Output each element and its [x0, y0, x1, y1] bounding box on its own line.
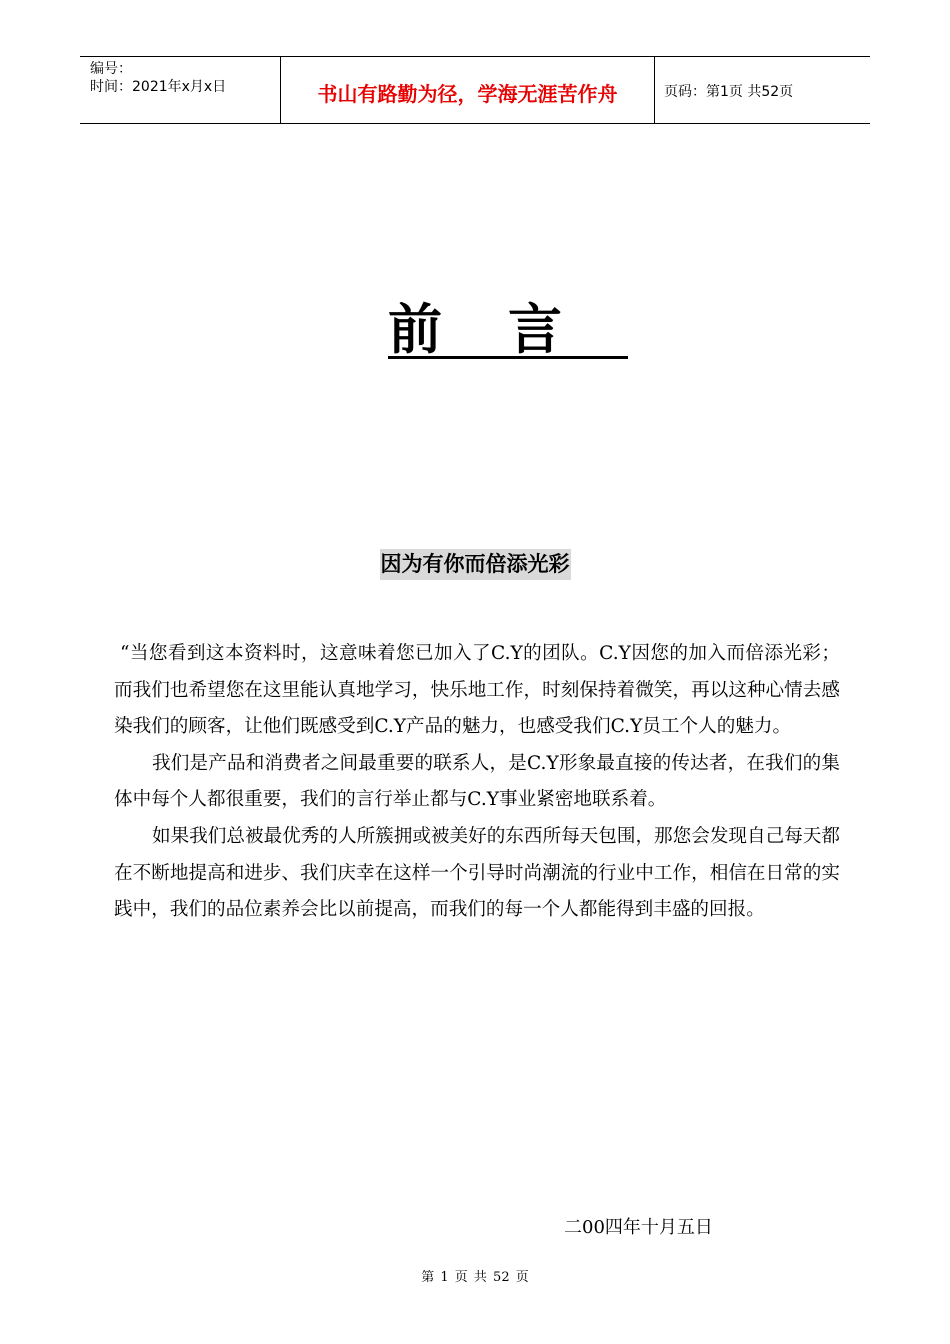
page-footer: 第 1 页 共 52 页: [421, 1270, 529, 1285]
time-label: 时间：2021年x月x日: [90, 79, 227, 95]
page-header: [80, 56, 870, 124]
serial-number-label: 编号：: [90, 61, 132, 77]
section-subtitle: 因为有你而倍添光彩: [380, 549, 571, 580]
signature-date: 二00四年十月五日: [564, 1217, 713, 1238]
paragraph-3: 如果我们总被最优秀的人所簇拥或被美好的东西所每天包围，那您会发现自己每天都在不断地提高和进步、我们庆幸在这样一个引导时尚潮流的行业中工作，相信在日常的实践中，我们的品位素养会比以前提高，而我们的每一个人都能得到丰盛的回报。: [114, 825, 840, 921]
body-text: [114, 636, 840, 929]
paragraph-1: “当您看到这本资料时，这意味着您已加入了C.Y的团队。C.Y因您的加入而倍添光彩；而我们也希望您在这里能认真地学习，快乐地工作，时刻保持着微笑，再以这种心情去感染我们的顾客，让他们既感受到C.Y产品的魅力，也感受我们C.Y员工个人的魅力。: [114, 643, 840, 738]
subtitle-block: [0, 549, 950, 580]
paragraph-2: 我们是产品和消费者之间最重要的联系人，是C.Y形象最直接的传达者，在我们的集体中每个人都很重要，我们的言行举止都与C.Y事业紧密地联系着。: [114, 752, 840, 811]
header-page-info: 页码：第1页 共52页: [664, 84, 794, 100]
page-title-block: [0, 295, 950, 365]
header-motto: 书山有路勤为径，学海无涯苦作舟: [281, 57, 655, 123]
header-meta: [80, 57, 281, 123]
page-title: 前言: [388, 298, 628, 361]
